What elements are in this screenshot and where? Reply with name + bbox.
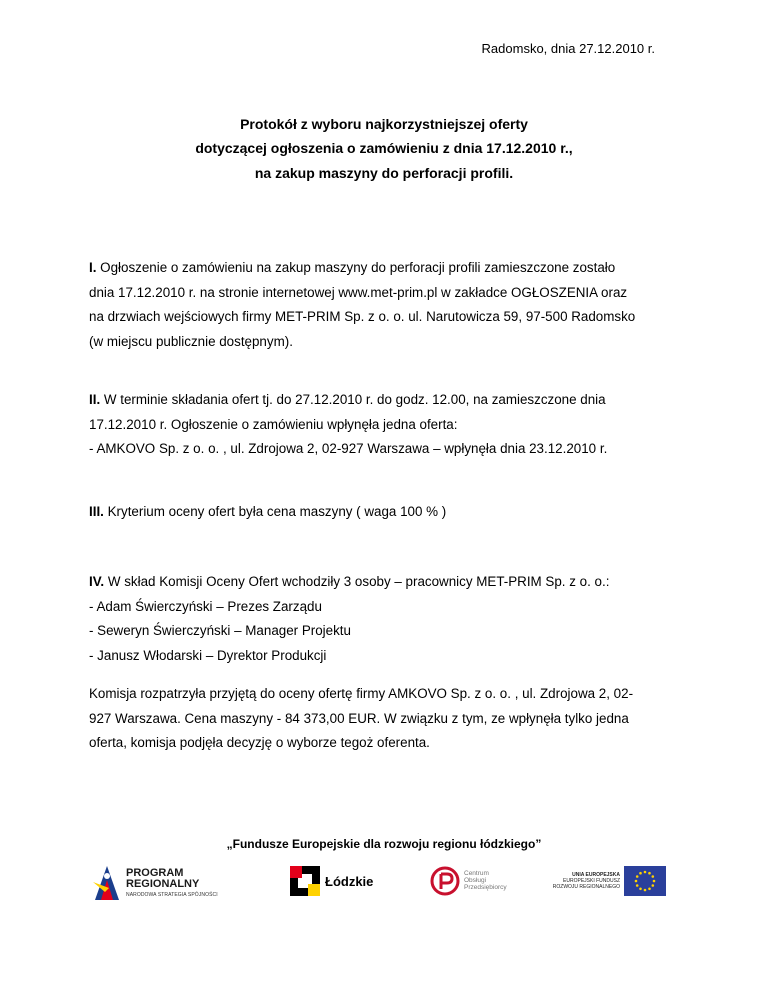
section-2-line-3: - AMKOVO Sp. z o. o. , ul. Zdrojowa 2, 02-927 Warszawa – wpłynęła dnia 23.12.2010 r. — [89, 441, 608, 456]
section-4 — [89, 570, 679, 668]
centrum-obslugi-emblem-icon — [430, 866, 460, 896]
lodzkie-emblem-icon — [290, 866, 320, 896]
section-1-line-1: I. Ogłoszenie o zamówieniu na zakup maszyny do perforacji profili zamieszczone zostało — [89, 260, 616, 275]
committee-member: - Seweryn Świerczyński – Manager Projektu — [89, 623, 351, 638]
lodzkie-text: Łódzkie — [325, 874, 374, 889]
document-title-line-3: na zakup maszyny do perforacji profili. — [254, 165, 514, 181]
section-1-line-2: dnia 17.12.2010 r. na stronie internetowej www.met-prim.pl w zakładce OGŁOSZENIA oraz — [89, 284, 628, 300]
section-2-line-2: 17.12.2010 r. Ogłoszenie o zamówieniu wpłynęła jedna oferta: — [89, 416, 458, 432]
section-1-number: I. — [89, 260, 97, 275]
footer-slogan: „Fundusze Europejskie dla rozwoju regionu łódzkiego” — [226, 837, 542, 851]
section-1-line-3: na drzwiach wejściowych firmy MET-PRIM Sp. z o. o. ul. Narutowicza 59, 97-500 Radomsko — [89, 309, 636, 324]
section-1-line-4: (w miejscu publicznie dostępnym). — [89, 333, 293, 349]
centrum-obslugi-logo: Centrum Obsługi Przedsiębiorcy — [430, 862, 510, 902]
section-3-line-1: III. Kryterium oceny ofert była cena maszyny ( waga 100 % ) — [89, 504, 447, 519]
conclusion-line-2: 927 Warszawa. Cena maszyny - 84 373,00 EUR. W związku z tym, ze wpłynęła tylko jedna — [89, 710, 629, 726]
section-4-line-1: IV. W skład Komisji Oceny Ofert wchodziły 3 osoby – pracownicy MET-PRIM Sp. z o. o.: — [89, 574, 610, 589]
section-2-line-1: II. W terminie składania ofert tj. do 27.12.2010 r. do godz. 12.00, na zamieszczone dnia — [89, 392, 606, 407]
section-3 — [89, 500, 679, 525]
conclusion-line-1: Komisja rozpatrzyła przyjętą do oceny ofertę firmy AMKOVO Sp. z o. o. , ul. Zdrojowa 2, 02- — [89, 686, 634, 701]
section-1 — [89, 256, 679, 354]
eu-flag-icon — [624, 866, 666, 896]
document-date: Radomsko, dnia 27.12.2010 r. — [481, 41, 655, 56]
section-3-number: III. — [89, 504, 104, 519]
section-2-number: II. — [89, 392, 101, 407]
program-regionalny-logo: PROGRAM REGIONALNY NARODOWA STRATEGIA SPÓJNOŚCI — [93, 862, 218, 902]
document-title-line-2: dotyczącej ogłoszenia o zamówieniu z dnia 17.12.2010 r., — [195, 140, 573, 156]
section-4-number: IV. — [89, 574, 105, 589]
program-regionalny-emblem-icon — [93, 862, 123, 902]
committee-member: - Janusz Włodarski – Dyrektor Produkcji — [89, 647, 327, 663]
conclusion-line-3: oferta, komisja podjęła decyzję o wyborze tegoż oferenta. — [89, 735, 430, 750]
lodzkie-logo — [290, 862, 380, 902]
section-2 — [89, 388, 679, 462]
conclusion — [89, 682, 679, 756]
document-title-line-1: Protokół z wyboru najkorzystniejszej oferty — [240, 116, 528, 132]
committee-member: - Adam Świerczyński – Prezes Zarządu — [89, 598, 322, 614]
unia-europejska-logo: UNIA EUROPEJSKA EUROPEJSKI FUNDUSZ ROZWOJU REGIONALNEGO — [548, 862, 668, 902]
